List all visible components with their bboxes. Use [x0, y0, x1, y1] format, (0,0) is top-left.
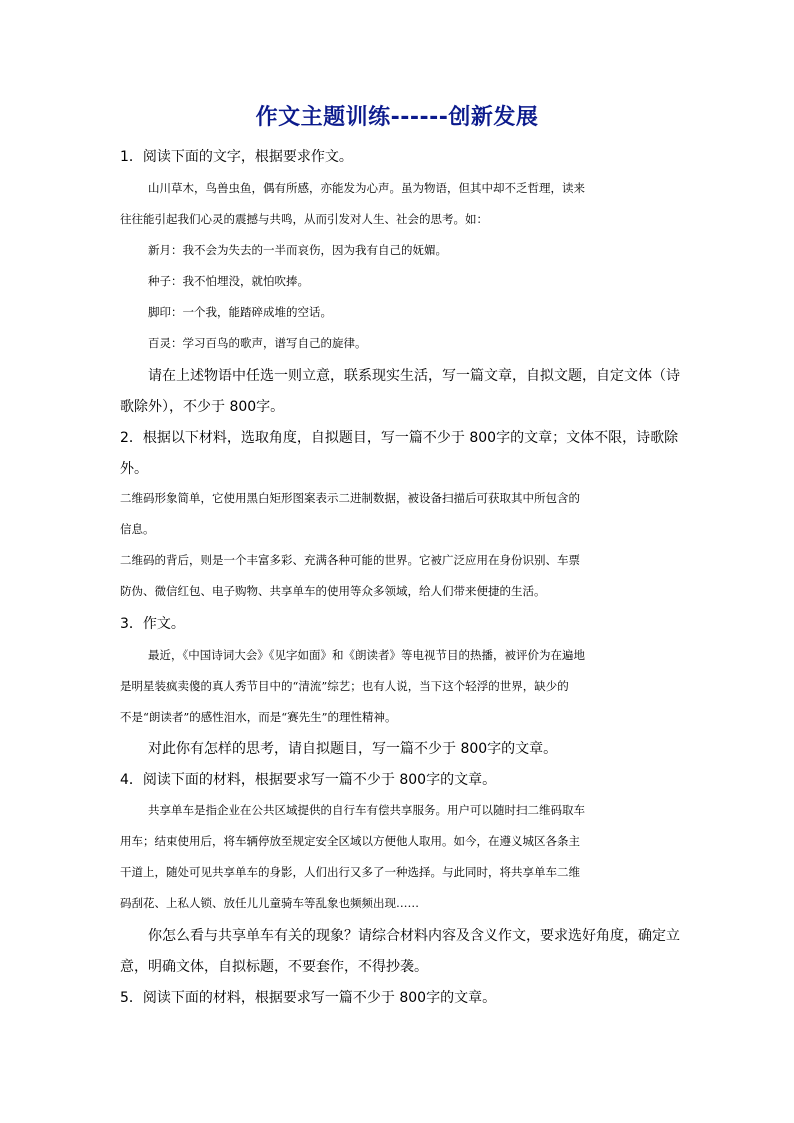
q1-prompt-line: 请在上述物语中任选一则立意，联系现实生活，写一篇文章，自拟文题，自定文体（诗 [148, 368, 680, 384]
q3-material-line: 是明星装疯卖傻的真人秀节目中的“清流”综艺；也有人说，当下这个轻浮的世界，缺少的 [120, 679, 569, 693]
q1-material-line: 种子：我不怕埋没，就怕吹捧。 [148, 274, 309, 288]
q4-prompt-line: 你怎么看与共享单车有关的现象？请综合材料内容及含义作文，要求选好角度，确定立 [148, 928, 680, 944]
q1-prompt-line: 歌除外），不少于 800字。 [120, 399, 285, 415]
q1-material-line: 脚印：一个我，能踏碎成堆的空话。 [148, 305, 332, 319]
q3-material-line: 不是“朗读者”的感性泪水，而是“赛先生”的理性精神。 [120, 710, 397, 724]
q4-material-line: 用车；结束使用后，将车辆停放至规定安全区域以方便他人取用。如今，在遵义城区各条主 [120, 834, 580, 848]
q3-material-line: 最近，《中国诗词大会》《见字如面》和《朗读者》等电视节目的热播，被评价为在遍地 [148, 648, 585, 662]
q1-material-line: 往往能引起我们心灵的震撼与共鸣，从而引发对人生、社会的思考。如： [120, 212, 488, 226]
q3-heading: 3．作文。 [120, 616, 185, 632]
q2-material-line: 二维码的背后，则是一个丰富多彩、充满各种可能的世界。它被广泛应用在身份识别、车票 [120, 553, 580, 567]
q4-prompt-line: 意，明确文体，自拟标题，不要套作，不得抄袭。 [120, 959, 428, 975]
q4-material-line: 码刮花、上私人锁、放任儿儿童骑车等乱象也频频出现…… [120, 896, 419, 910]
q4-heading: 4．阅读下面的材料，根据要求写一篇不少于 800字的文章。 [120, 772, 497, 788]
q4-material-line: 干道上，随处可见共享单车的身影，人们出行又多了一种选择。与此同时，将共享单车二维 [120, 865, 580, 879]
q2-material-line: 二维码形象简单，它使用黑白矩形图案表示二进制数据，被设备扫描后可获取其中所包含的 [120, 491, 580, 505]
document-title: 作文主题训练------创新发展 [255, 105, 539, 130]
q1-material-line: 百灵：学习百鸟的歌声，谱写自己的旋律。 [148, 336, 367, 350]
q2-material-line: 防伪、微信红包、电子购物、共享单车的使用等众多领域，给人们带来便捷的生活。 [120, 584, 546, 598]
q3-prompt: 对此你有怎样的思考，请自拟题目，写一篇不少于 800字的文章。 [148, 741, 558, 757]
q2-material-line: 信息。 [120, 522, 155, 536]
q1-material-line: 新月：我不会为失去的一半而哀伤，因为我有自己的妩媚。 [148, 243, 447, 257]
q2-heading: 2．根据以下材料，选取角度，自拟题目，写一篇不少于 800字的文章；文体不限，诗歌除 [120, 430, 679, 446]
q2-heading-cont: 外。 [120, 461, 148, 477]
q1-material-line: 山川草木，鸟兽虫鱼，偶有所感，亦能发为心声。虽为物语，但其中却不乏哲理，读来 [148, 181, 585, 195]
q4-material-line: 共享单车是指企业在公共区域提供的自行车有偿共享服务。用户可以随时扫二维码取车 [148, 803, 585, 817]
q1-heading: 1．阅读下面的文字，根据要求作文。 [120, 149, 353, 165]
q5-heading: 5．阅读下面的材料，根据要求写一篇不少于 800字的文章。 [120, 990, 497, 1006]
